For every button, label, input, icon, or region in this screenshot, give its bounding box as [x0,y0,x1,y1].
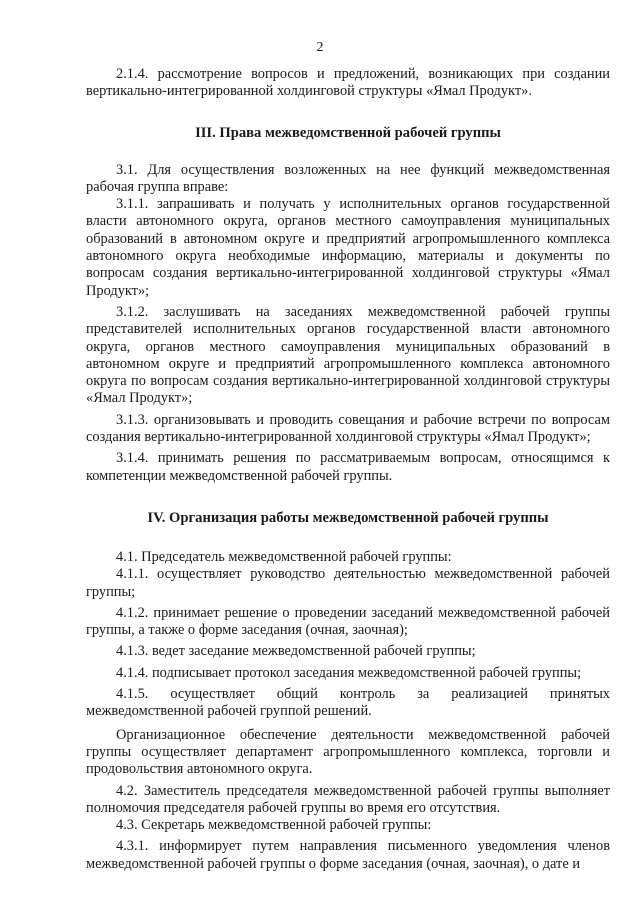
page-number: 2 [316,40,324,55]
paragraph-4-3-1: 4.3.1. информирует путем направления письменного уведомления членов межведомственной рабочей группы о форме заседания (очная, заочная), о дате и [86,838,610,872]
paragraph-4-1-5: 4.1.5. осуществляет общий контроль за реализацией принятых межведомственной рабочей группой решений. [86,686,610,720]
paragraph-3-1-2: 3.1.2. заслушивать на заседаниях межведомственной рабочей группы представителей исполнительных органов государственной власти автономного округа, органов местного самоуправления муниципальных образований в автономном округе и предприятий агропромышленного комплекса автономного округа по вопросам создания вертикально-интегрированной холдинговой структуры «Ямал Продукт»; [86,303,610,407]
paragraph-4-1-1: 4.1.1. осуществляет руководство деятельностью межведомственной рабочей группы; [86,566,610,600]
document-body [86,66,610,873]
paragraph-4-2: 4.2. Заместитель председателя межведомственной рабочей группы выполняет полномочия председателя рабочей группы во время его отсутствия. [86,782,610,816]
paragraph-3-1-1: 3.1.1. запрашивать и получать у исполнительных органов государственной власти автономного округа, органов местного самоуправления муниципальных образований в автономном округе и предприятий агропромышленного комплекса автономного округа необходимые информацию, материалы и документы по вопросам создания вертикально-интегрированной холдинговой структуры «Ямал Продукт»; [86,196,610,299]
paragraph-3-1-3: 3.1.3. организовывать и проводить совещания и рабочие встречи по вопросам создания вертикально-интегрированной холдинговой структуры «Ямал Продукт»; [86,411,610,446]
section-4-heading: IV. Организация работы межведомственной рабочей группы [147,509,549,526]
paragraph-3-1-4: 3.1.4. принимать решения по рассматриваемым вопросам, относящимся к компетенции межведомственной рабочей группы. [86,450,610,484]
paragraph-3-1: 3.1. Для осуществления возложенных на нее функций межведомственная рабочая группа вправе: [86,161,610,195]
paragraph-4-1: 4.1. Председатель межведомственной рабочей группы: [116,548,452,565]
paragraph-4-1-3: 4.1.3. ведет заседание межведомственной рабочей группы; [116,643,476,660]
paragraph-2-1-4: 2.1.4. рассмотрение вопросов и предложений, возникающих при создании вертикально-интегрированной холдинговой структуры «Ямал Продукт». [86,66,610,100]
paragraph-4-1-4: 4.1.4. подписывает протокол заседания межведомственной рабочей группы; [116,664,582,681]
section-3-heading: III. Права межведомственной рабочей группы [195,124,501,141]
paragraph-4-1-2: 4.1.2. принимает решение о проведении заседаний межведомственной рабочей группы, а также о форме заседания (очная, заочная); [86,604,610,639]
paragraph-4-3: 4.3. Секретарь межведомственной рабочей группы: [116,817,432,834]
paragraph-organizational-support: Организационное обеспечение деятельности межведомственной рабочей группы осуществляет департамент агропромышленного комплекса, торговли и продовольствия автономного округа. [86,726,610,778]
